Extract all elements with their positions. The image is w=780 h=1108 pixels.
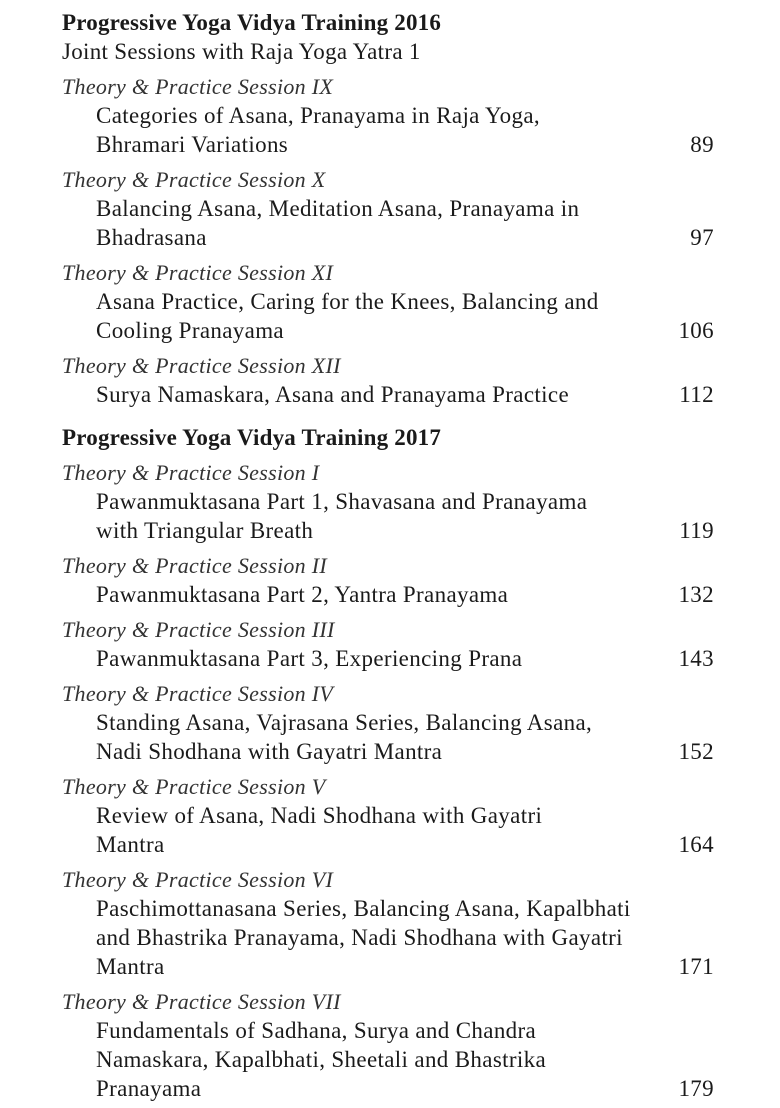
entry-title-text: Namaskara, Kapalbhati, Sheetali and Bhastrika [96, 1047, 547, 1072]
toc-entry[interactable] [62, 165, 714, 252]
entry-title-text: Mantra [96, 954, 165, 979]
entry-title-line [62, 580, 714, 609]
session-label: Theory & Practice Session VI [62, 867, 334, 892]
toc-entry[interactable] [62, 458, 714, 545]
entry-title-line [62, 194, 714, 223]
page-number: 89 [690, 132, 714, 157]
entry-title-text: Pawanmuktasana Part 3, Experiencing Prana [96, 646, 523, 671]
entry-title-text: Paschimottanasana Series, Balancing Asana, Kapalbhati [96, 896, 631, 921]
entry-title-text: with Triangular Breath [96, 518, 314, 543]
entry-title-line [62, 101, 714, 130]
entry-title-line [62, 1016, 714, 1045]
page-number: 97 [690, 225, 714, 250]
toc-entry[interactable] [62, 865, 714, 981]
page-number: 152 [678, 739, 714, 764]
entry-title-line [62, 737, 714, 766]
entry-title-text: and Bhastrika Pranayama, Nadi Shodhana with Gayatri [96, 925, 623, 950]
toc-entry[interactable] [62, 679, 714, 766]
entry-title-line [62, 1045, 714, 1074]
entry-title-line [62, 894, 714, 923]
entry-title-line [62, 644, 714, 673]
entry-title-text: Categories of Asana, Pranayama in Raja Yoga, [96, 103, 540, 128]
entry-title-text: Standing Asana, Vajrasana Series, Balancing Asana, [96, 710, 593, 735]
entry-title-text: Mantra [96, 832, 165, 857]
entry-title-line [62, 708, 714, 737]
entry-title-line [62, 130, 714, 159]
entry-title-line [62, 516, 714, 545]
page-number: 143 [678, 646, 714, 671]
page-number: 171 [678, 954, 714, 979]
entry-title-line [62, 316, 714, 345]
entry-title-line [62, 952, 714, 981]
entry-title-text: Review of Asana, Nadi Shodhana with Gayatri [96, 803, 543, 828]
session-label: Theory & Practice Session VII [62, 989, 341, 1014]
entry-title-text: Fundamentals of Sadhana, Surya and Chandra [96, 1018, 537, 1043]
entry-title-text: Nadi Shodhana with Gayatri Mantra [96, 739, 443, 764]
page-number: 164 [678, 832, 714, 857]
entry-title-text: Surya Namaskara, Asana and Pranayama Practice [96, 382, 570, 407]
session-label: Theory & Practice Session II [62, 553, 328, 578]
entry-title-line [62, 830, 714, 859]
page-number: 132 [678, 582, 714, 607]
session-label: Theory & Practice Session IV [62, 681, 334, 706]
entry-title-line [62, 1074, 714, 1103]
session-label: Theory & Practice Session III [62, 617, 335, 642]
entry-title-line [62, 923, 714, 952]
entry-title-text: Bhadrasana [96, 225, 207, 250]
entry-title-text: Balancing Asana, Meditation Asana, Pranayama in [96, 196, 580, 221]
session-label: Theory & Practice Session X [62, 167, 326, 192]
entry-title-line [62, 801, 714, 830]
toc-section [62, 423, 714, 1103]
entry-title-line [62, 223, 714, 252]
toc-entry[interactable] [62, 72, 714, 159]
toc-entry[interactable] [62, 987, 714, 1103]
table-of-contents [62, 8, 714, 1103]
entry-title-line [62, 380, 714, 409]
session-label: Theory & Practice Session XII [62, 353, 341, 378]
page-number: 179 [678, 1076, 714, 1101]
entry-title-text: Pranayama [96, 1076, 202, 1101]
page-number: 106 [678, 318, 714, 343]
toc-entry[interactable] [62, 351, 714, 409]
toc-entry[interactable] [62, 615, 714, 673]
entry-title-line [62, 287, 714, 316]
session-label: Theory & Practice Session XI [62, 260, 334, 285]
session-label: Theory & Practice Session IX [62, 74, 334, 99]
section-heading: Progressive Yoga Vidya Training 2016 [62, 10, 442, 35]
entry-title-text: Pawanmuktasana Part 1, Shavasana and Pranayama [96, 489, 588, 514]
section-subheading: Joint Sessions with Raja Yoga Yatra 1 [62, 39, 421, 64]
toc-section [62, 8, 714, 409]
session-label: Theory & Practice Session I [62, 460, 320, 485]
page-number: 119 [679, 518, 714, 543]
entry-title-text: Asana Practice, Caring for the Knees, Balancing and [96, 289, 599, 314]
entry-title-text: Pawanmuktasana Part 2, Yantra Pranayama [96, 582, 509, 607]
entry-title-line [62, 487, 714, 516]
entry-title-text: Cooling Pranayama [96, 318, 284, 343]
session-label: Theory & Practice Session V [62, 774, 326, 799]
section-heading: Progressive Yoga Vidya Training 2017 [62, 425, 442, 450]
toc-entry[interactable] [62, 551, 714, 609]
toc-entry[interactable] [62, 772, 714, 859]
page-number: 112 [679, 382, 714, 407]
toc-entry[interactable] [62, 258, 714, 345]
entry-title-text: Bhramari Variations [96, 132, 289, 157]
